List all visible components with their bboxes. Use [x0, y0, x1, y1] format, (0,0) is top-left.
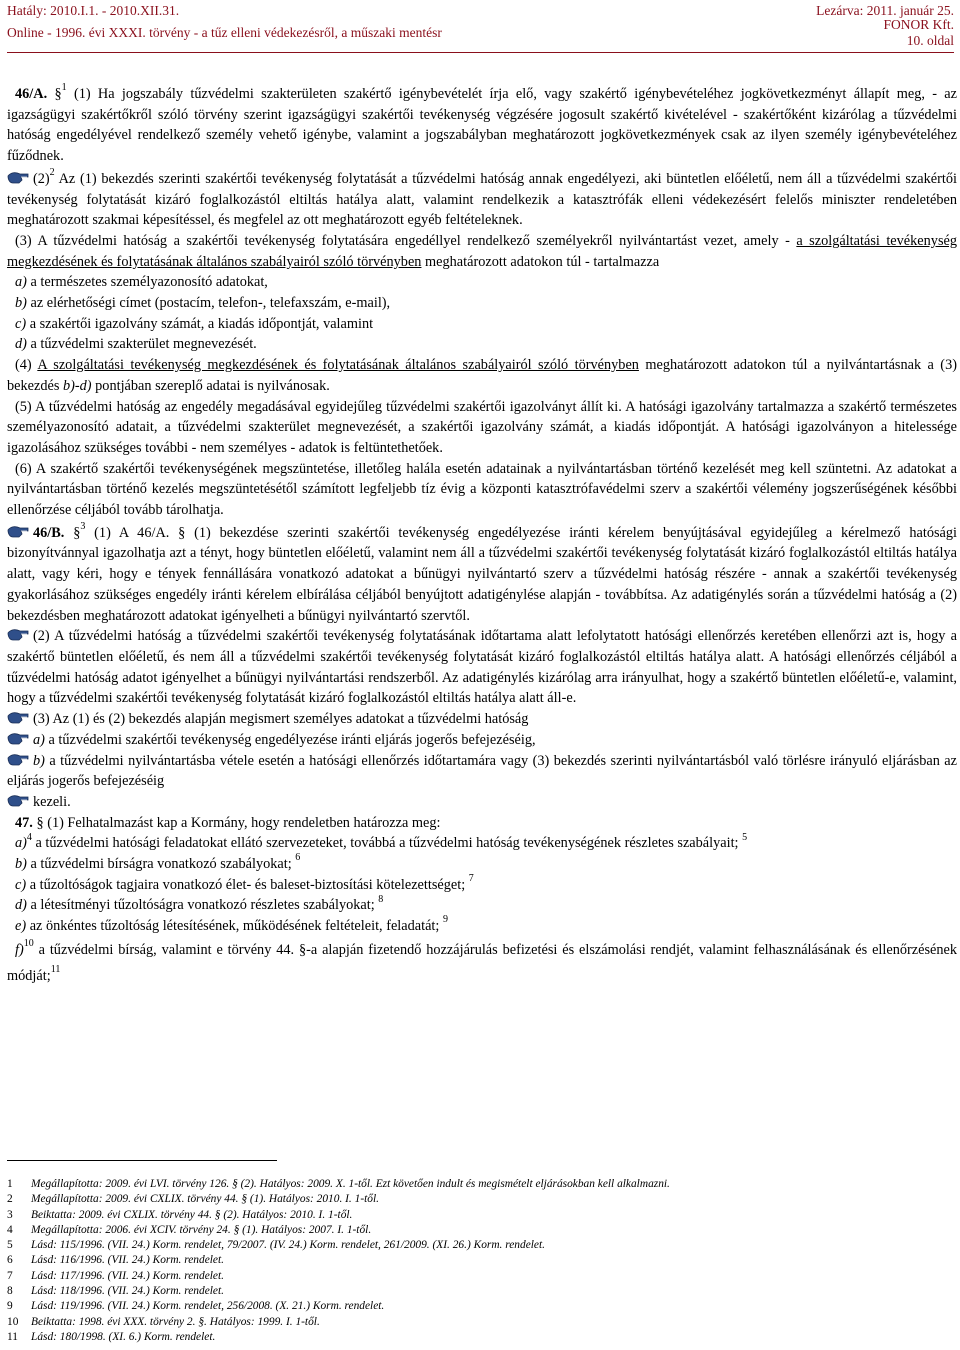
pointing-hand-icon[interactable]	[7, 732, 29, 746]
section-46b-text-1: (1) A 46/A. § (1) bekezdése szerinti szakértői tevékenység engedélyezése iránti kérelem benyújtásával egyidejűleg a kérelmező hatósági bizonyítvánnyal igazolhatja azt a tényt, hogy büntetlen előéletű, valamint nem áll a tűzvédelmi szakértői tevékenység folytatását kizáró foglalkozástól eltiltás hatálya alatt, vagy kéri, hogy e tények fennállására vonatkozó adatokat a bűnügyi nyilvántartó szerv a tűzvédelmi hatóság részére - annak a szakértői tevékenység gyakorlásához szükséges engedély iránti kérelem elbírálása céljából benyújtott adatigénylése alapján - továbbítsa. Az adatigénylés során a tűzvédelmi hatóság a (2) bekezdésben meghatározott adatokat igényelheti a bűnügyi nyilvántartó szervtől.	[7, 524, 958, 624]
footnote-number: 3	[7, 1208, 13, 1221]
list-item	[7, 872, 957, 896]
law-reference-link[interactable]: A szolgáltatási tevékenység megkezdésének és folytatásának általános szabályairól szóló törvényben	[37, 357, 639, 374]
footnote-text: Lásd: 115/1996. (VII. 24.) Korm. rendelet, 79/2007. (IV. 24.) Korm. rendelet, 261/2009. (XI. 26.) Korm. rendelet.	[31, 1239, 545, 1252]
section-47-text-1: (1) Felhatalmazást kap a Kormány, hogy rendeletben határozza meg:	[47, 814, 441, 831]
section-47-label: 47.	[15, 814, 33, 831]
footnote-ref-2[interactable]: 2	[49, 167, 55, 179]
footnote-item	[7, 1269, 947, 1284]
footnote-number: 1	[7, 1178, 13, 1190]
footnote-number: 2	[7, 1193, 13, 1206]
footnote-ref-9[interactable]: 9	[442, 914, 448, 926]
list-item	[7, 833, 957, 854]
footnote-ref-4[interactable]: 4	[26, 831, 32, 843]
list-key: a)	[15, 274, 27, 291]
section-sign: §	[73, 524, 81, 541]
footnote-item	[7, 1177, 947, 1192]
list-key: d)	[15, 897, 27, 914]
list-key: b)	[33, 752, 45, 769]
footnote-number: 4	[7, 1223, 13, 1236]
point-reference: b)-d)	[62, 377, 92, 394]
list-key: a)	[33, 731, 45, 748]
closing-date: Lezárva: 2011. január 25.	[816, 3, 954, 18]
pointing-hand-icon[interactable]	[7, 628, 29, 642]
footnote-ref-1[interactable]: 1	[61, 82, 67, 94]
list-item	[7, 854, 957, 875]
footnote-text: Megállapította: 2006. évi XCIV. törvény 24. § (1). Hatályos: 2007. I. 1-től.	[31, 1223, 372, 1236]
footnote-item	[7, 1330, 947, 1345]
list-key: d)	[15, 336, 27, 353]
footnote-item	[7, 1208, 947, 1223]
footnote-item	[7, 1238, 947, 1253]
section-46a-text-4b: meghatározott adatokon túl a nyilvántartásnak a (3) bekezdés	[7, 357, 957, 394]
pointing-hand-icon[interactable]	[7, 525, 29, 539]
pointing-hand-icon[interactable]	[7, 753, 29, 767]
footnote-item	[7, 1284, 947, 1299]
footnote-number: 10	[7, 1315, 19, 1328]
pointing-hand-icon[interactable]	[7, 711, 29, 725]
list-item	[7, 751, 957, 792]
section-46b-paragraph-3	[7, 709, 957, 730]
footnote-ref-7[interactable]: 7	[468, 872, 474, 884]
footnote-text: Lásd: 180/1998. (XI. 6.) Korm. rendelet.	[31, 1330, 216, 1343]
list-text: a tűzoltóságok tagjaira vonatkozó élet- és baleset-biztosítási kötelezettséget;	[29, 876, 466, 893]
section-47-paragraph-1	[7, 813, 957, 834]
paragraph-number: (4)	[15, 357, 32, 374]
section-sign: §	[36, 814, 44, 831]
list-text: a tűzvédelmi szakterület megnevezését.	[30, 336, 257, 353]
section-46b-text-2: (2) A tűzvédelmi hatóság a tűzvédelmi szakértői tevékenység folytatásának időtartama alatt lefolytatott hatósági ellenőrzés keretében ellenőrzi azt is, hogy a szakértő büntetlen előéletű, és nem áll a tűzvédelmi szakértői tevékenység folytatását kizáró foglalkozástól eltiltás hatálya alatt. A hatósági ellenőrzés céljából a tűzvédelmi hatóság adatot igényelhet a bűnügyi nyilvántartási rendszerből. Az adatigénylés kizárólag arra irányulhat, hogy a szakértő büntetlen előéletű-e, valamint, hogy a tűzvédelmi szakértői tevékenység folytatását kizáró foglalkozástól eltiltás hatálya alatt áll-e.	[7, 628, 957, 707]
section-46b-text-3: (3) Az (1) és (2) bekezdés alapján megismert személyes adatokat a tűzvédelmi hatóság	[33, 711, 529, 728]
footnote-text: Megállapította: 2009. évi LVI. törvény 126. § (2). Hatályos: 2009. X. 1-től. Ezt követően indult és megismételt eljárásokban kell alkalmazni.	[31, 1178, 670, 1190]
document-body	[7, 84, 957, 989]
list-text: a tűzvédelmi bírság, valamint e törvény 44. §-a alapján fizetendő hozzájárulás befizetési és elszámolási rendjét, valamint felhasználásának és ellenőrzésének módját;	[7, 941, 958, 984]
footnote-number: 8	[7, 1285, 13, 1298]
document-title: Online - 1996. évi XXXI. törvény - a tűz elleni védekezésről, a műszaki mentésr	[7, 25, 442, 40]
list-key: b)	[15, 295, 27, 312]
footnote-ref-6[interactable]: 6	[295, 852, 301, 864]
list-key: f)	[15, 941, 24, 958]
section-sign: §	[54, 86, 62, 102]
list-item	[7, 730, 957, 751]
list-text: a tűzvédelmi hatósági feladatokat ellátó szervezeteket, továbbá a tűzvédelmi hatóság tevékenységének részletes szabályait;	[35, 835, 739, 852]
footnote-number: 6	[7, 1254, 13, 1267]
section-46a-text-2: Az (1) bekezdés szerinti szakértői tevékenység folytatását a tűzvédelmi hatóság annak engedélyezi, aki büntetlen előéletű, nem áll a tűzvédelmi szakértői tevékenység folytatását kizáró foglalkozástól eltiltás hatálya alatt, valamint rendelkezik a katasztrófák elleni védekezésért felelős miniszter rendeletében meghatározott szakmai képesítéssel, és megfelel az ott meghatározott egyéb feltételeknek.	[7, 170, 957, 229]
header-rule	[7, 52, 954, 53]
list-key: a)	[15, 835, 27, 852]
page-header	[0, 0, 960, 56]
list-key: c)	[15, 315, 27, 332]
footnote-ref-10[interactable]: 10	[23, 938, 34, 950]
footnote-item	[7, 1192, 947, 1207]
list-item	[7, 272, 957, 293]
footnote-text: Lásd: 116/1996. (VII. 24.) Korm. rendelet.	[31, 1254, 224, 1267]
law-reference-link[interactable]: a szolgáltatási tevékenység megkezdésének és folytatásának általános szabályairól szóló törvényben	[7, 232, 958, 270]
footnote-text: Lásd: 119/1996. (VII. 24.) Korm. rendelet, 256/2008. (X. 21.) Korm. rendelet.	[31, 1300, 385, 1313]
list-text: a tűzvédelmi bírságra vonatkozó szabályokat;	[30, 856, 292, 873]
section-46b-paragraph-1	[7, 523, 957, 627]
footnote-number: 5	[7, 1239, 13, 1252]
footnote-text: Beiktatta: 1998. évi XXX. törvény 2. §. Hatályos: 1999. I. 1-től.	[31, 1315, 320, 1328]
list-item	[7, 895, 957, 916]
footnote-item	[7, 1223, 947, 1238]
list-text: a természetes személyazonosító adatokat,	[30, 274, 268, 291]
section-46a-paragraph-4	[7, 355, 957, 396]
list-item	[7, 792, 957, 813]
section-46a-paragraph-1	[7, 84, 957, 167]
footnotes	[7, 1177, 947, 1345]
section-46a-text-4c: pontjában szereplő adatai is nyilvánosak.	[95, 377, 330, 394]
list-text: a tűzvédelmi nyilvántartásba vétele esetén a hatósági ellenőrzés időtartamára vagy (3) bekezdés szerinti nyilvántartásból való törlésre irányuló eljárásban az eljárás jogerős befejezéséig	[7, 752, 958, 790]
footnote-text: Lásd: 118/1996. (VII. 24.) Korm. rendelet.	[31, 1285, 224, 1298]
section-46a-text-3a: (3) A tűzvédelmi hatóság a szakértői tevékenység folytatására engedéllyel rendelkező személyekről nyilvántartást vezet, amely -	[15, 232, 790, 249]
section-46a-text-3b: meghatározott adatokon túl - tartalmazza	[425, 253, 660, 270]
footnote-ref-8[interactable]: 8	[378, 893, 384, 905]
footnote-ref-3[interactable]: 3	[80, 521, 86, 532]
section-46b-paragraph-2	[7, 626, 957, 709]
list-key: c)	[15, 876, 27, 893]
pointing-hand-icon[interactable]	[7, 794, 29, 808]
list-key: b)	[15, 856, 27, 873]
list-item	[7, 334, 957, 355]
publisher: FONOR Kft.	[883, 17, 954, 32]
list-text: a létesítményi tűzoltóságra vonatkozó részletes szabályokat;	[30, 897, 375, 914]
footnote-ref-5[interactable]: 5	[742, 831, 748, 843]
list-text: kezeli.	[33, 793, 71, 810]
list-item	[7, 937, 957, 989]
section-46a-paragraph-5: (5) A tűzvédelmi hatóság az engedély megadásával egyidejűleg tűzvédelmi szakértői igazolványt állít ki. A hatósági igazolvány tartalmazza a szakértő természetes személyazonosító adatait, a tűzvédelmi szakterület megnevezését, a szakértői igazolvány számát, a kiadás időpontját. A hatósági igazolványon a hitelessége igazolásához szükséges további - nem személyes - adatok is feltüntethetőek.	[7, 398, 957, 456]
list-text: a szakértői igazolvány számát, a kiadás időpontját, valamint	[29, 315, 374, 332]
list-text: az önkéntes tűzoltóság létesítésének, működésének feltételeit, feladatát;	[29, 918, 440, 935]
footnote-item	[7, 1253, 947, 1268]
effective-period: Hatály: 2010.I.1. - 2010.XII.31.	[7, 3, 180, 18]
section-46a-paragraph-6: (6) A szakértő szakértői tevékenységének megszüntetése, illetőleg halála esetén adatainak a nyilvántartásban történő kezelését meg kell szüntetni. Az adatokat a nyilvántartásban történő kezelés megszüntetésétől számított legfeljebb tíz évig a központi katasztrófavédelmi szerv a szakértői vélemény jogszerűségének későbbi ellenőrzése céljából tovább tárolhatja.	[7, 460, 957, 519]
pointing-hand-icon[interactable]	[7, 171, 29, 185]
footnote-item	[7, 1315, 947, 1330]
section-46a-label: 46/A.	[15, 86, 48, 102]
section-46a-paragraph-2	[7, 169, 957, 231]
list-key: e)	[15, 918, 27, 935]
footnote-item	[7, 1299, 947, 1314]
list-item	[7, 916, 957, 937]
footnote-number: 11	[7, 1330, 18, 1343]
list-text: a tűzvédelmi szakértői tevékenység engedélyezése iránti eljárás jogerős befejezéséig,	[48, 731, 536, 748]
footnote-number: 7	[7, 1269, 13, 1282]
section-46a-text-1: (1) Ha jogszabály tűzvédelmi szakterületen szakértő igénybevételét írja elő, vagy szakértő igénybevételéhez jogkövetkezményt állapít meg, - az igazságügyi szakértőkről szóló törvény szerint igazságügyi szakértői tevékenység végzésére jogosult szakértő kivételével - szakértőként kizárólag a tűzvédelmi hatóság engedélyével rendelkező személy vehető igénybe, valamint a jogszabályban meghatározott jogkövetkezmények csak az ilyen személy igénybevételéhez fűződnek.	[7, 86, 957, 165]
section-46a-paragraph-3	[7, 231, 957, 272]
footnote-number: 9	[7, 1300, 13, 1313]
list-item	[7, 314, 957, 335]
page-number: 10. oldal	[906, 33, 954, 48]
footnote-text: Lásd: 117/1996. (VII. 24.) Korm. rendelet.	[31, 1269, 224, 1282]
footnote-separator	[7, 1160, 277, 1161]
footnote-text: Beiktatta: 2009. évi CXLIX. törvény 44. § (2). Hatályos: 2010. I. 1-től.	[31, 1208, 353, 1221]
list-text: az elérhetőségi címet (postacím, telefon-, telefaxszám, e-mail),	[30, 295, 391, 312]
footnote-ref-11[interactable]: 11	[50, 964, 61, 976]
paragraph-number: (2)	[33, 170, 50, 187]
section-46b-label: 46/B.	[33, 524, 65, 541]
list-item	[7, 293, 957, 314]
footnote-text: Megállapította: 2009. évi CXLIX. törvény 44. § (1). Hatályos: 2010. I. 1-től.	[31, 1193, 379, 1206]
